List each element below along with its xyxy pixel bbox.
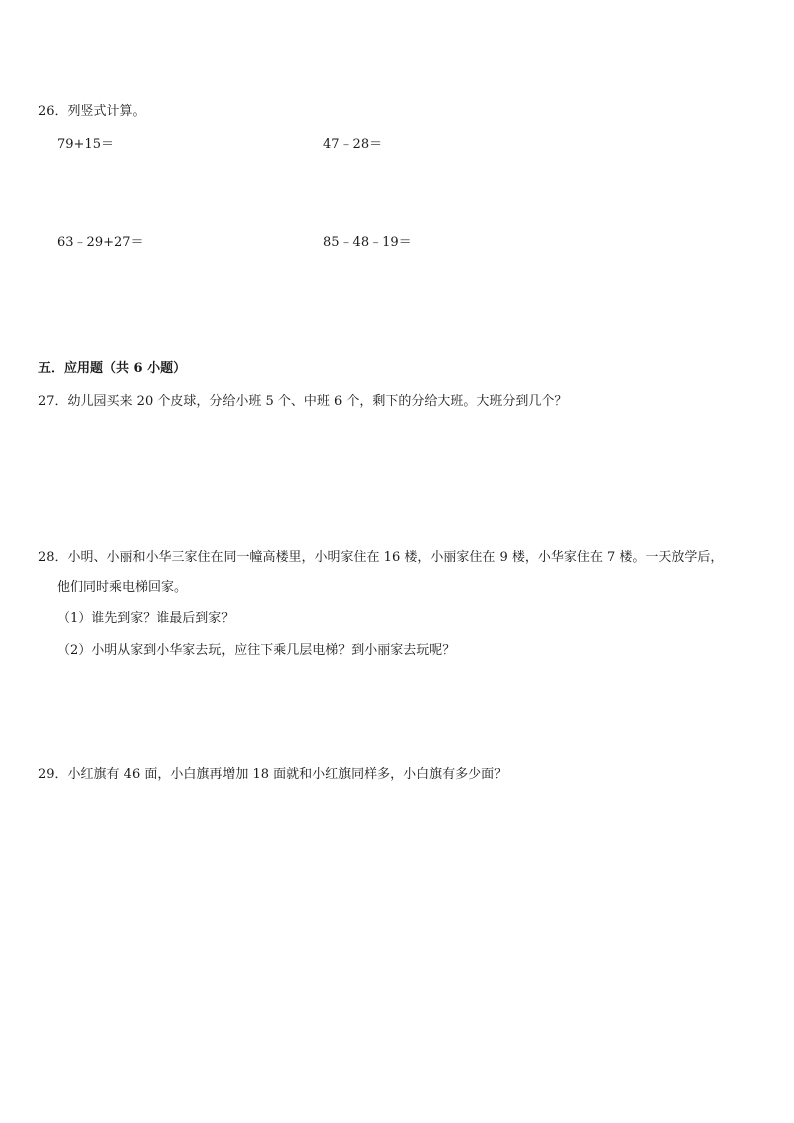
q26-item-1: 79+15＝ xyxy=(57,137,114,152)
q26-item-3: 63﹣29+27＝ xyxy=(57,235,144,250)
section-heading: 五．应用题（共 6 小题） xyxy=(38,361,187,376)
q28-subquestion-2: （2）小明从家到小华家去玩，应往下乘几层电梯？到小丽家去玩呢？ xyxy=(57,643,456,658)
q28-line-1: 28．小明、小丽和小华三家住在同一幢高楼里，小明家住在 16 楼，小丽家住在 9 楼，小华家住在 7 楼。一天放学后， xyxy=(38,550,724,565)
q26-title: 26．列竖式计算。 xyxy=(38,104,146,119)
q26-item-2: 47﹣28＝ xyxy=(323,137,383,152)
q28-subquestion-1: （1）谁先到家？谁最后到家？ xyxy=(57,611,235,626)
q29-text: 29．小红旗有 46 面，小白旗再增加 18 面就和小红旗同样多，小白旗有多少面？ xyxy=(38,767,508,782)
q27-text: 27．幼儿园买来 20 个皮球，分给小班 5 个、中班 6 个，剩下的分给大班。大班分到几个？ xyxy=(38,394,568,409)
q26-item-4: 85﹣48﹣19＝ xyxy=(323,235,412,250)
q28-line-2: 他们同时乘电梯回家。 xyxy=(57,580,188,595)
